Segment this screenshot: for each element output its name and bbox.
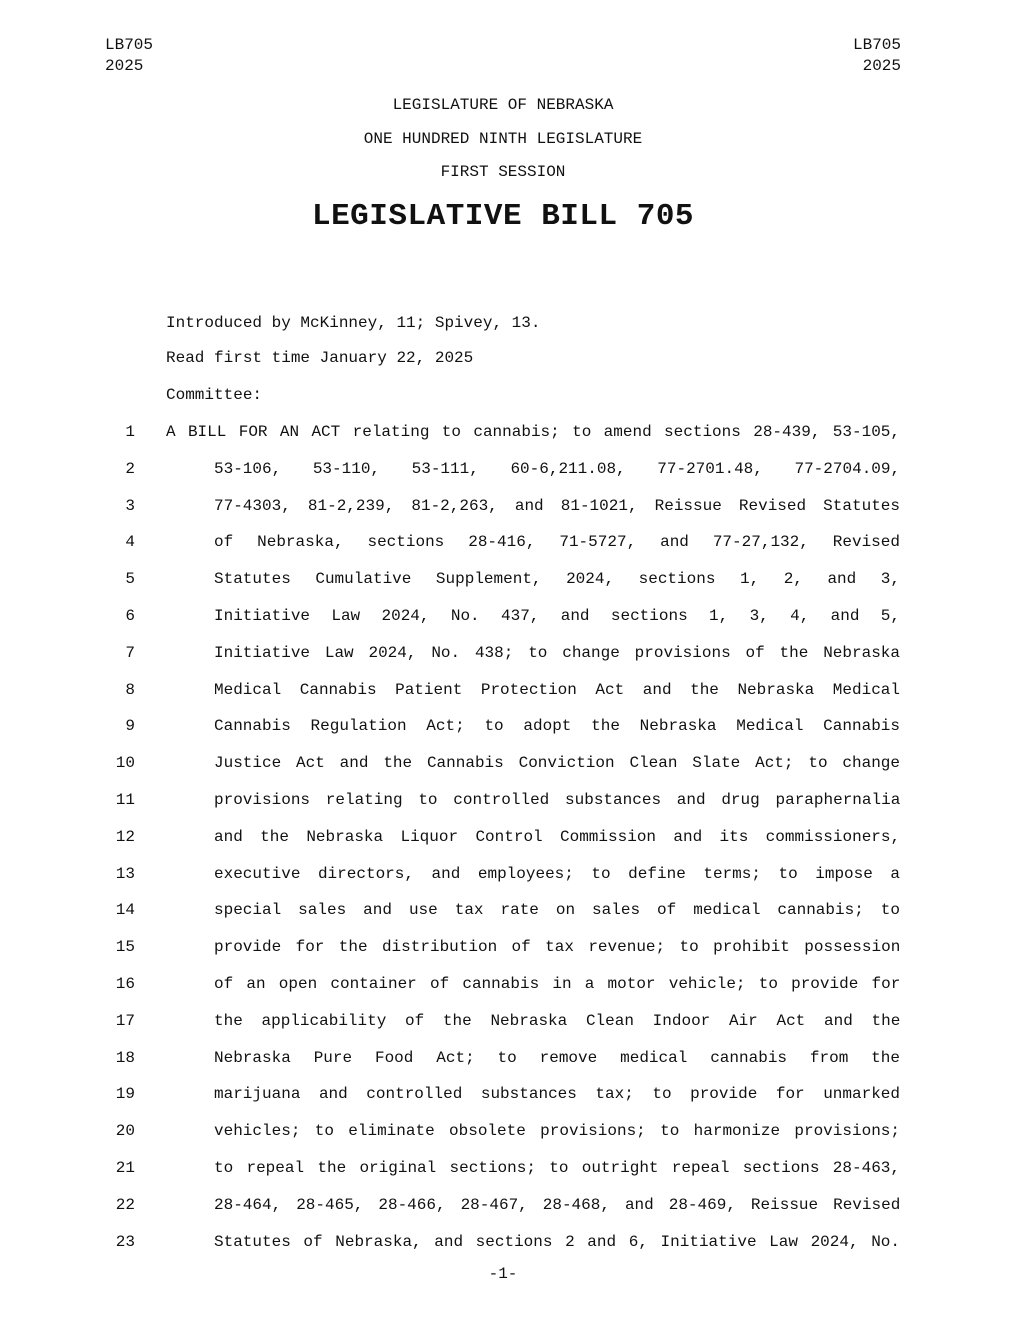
bill-line: [0, 644, 1024, 681]
bill-code-right: LB705: [852, 36, 901, 54]
bill-line: [0, 1196, 1024, 1233]
bill-line: [0, 975, 1024, 1012]
page-number: -1-: [488, 1265, 518, 1283]
bill-line: [0, 865, 1024, 902]
line-number: 11: [115, 790, 135, 809]
line-text: A BILL FOR AN ACT relating to cannabis; to amend sections 28-439, 53-105,: [166, 423, 900, 441]
line-number: 14: [115, 901, 135, 920]
bill-text-lines: [0, 423, 1024, 1269]
legislature-heading: LEGISLATURE OF NEBRASKA: [392, 96, 614, 114]
line-number: 18: [115, 1048, 135, 1067]
line-text: to repeal the original sections; to outright repeal sections 28-463,: [214, 1158, 900, 1177]
bill-year-left: 2025: [105, 57, 144, 75]
introduced-by: Introduced by McKinney, 11; Spivey, 13.: [166, 314, 541, 332]
line-text: of an open container of cannabis in a motor vehicle; to provide for: [214, 974, 901, 993]
line-text: provide for the distribution of tax revenue; to prohibit possession: [214, 938, 901, 957]
line-number: 22: [115, 1195, 135, 1214]
bill-line: [0, 938, 1024, 975]
bill-line: [0, 901, 1024, 938]
bill-line: [0, 791, 1024, 828]
line-number: 20: [115, 1122, 135, 1141]
line-text: and the Nebraska Liquor Control Commission and its commissioners,: [214, 827, 901, 846]
line-number: 17: [115, 1011, 135, 1030]
line-number: 10: [115, 754, 135, 773]
bill-line: [0, 460, 1024, 497]
bill-line: [0, 533, 1024, 570]
line-number: 23: [115, 1232, 135, 1251]
line-number: 6: [125, 606, 135, 625]
bill-year-right: 2025: [862, 57, 901, 75]
session-name-heading: ONE HUNDRED NINTH LEGISLATURE: [363, 130, 643, 148]
line-text: 77-4303, 81-2,239, 81-2,263, and 81-1021, Reissue Revised Statutes: [214, 496, 900, 515]
line-text: 28-464, 28-465, 28-466, 28-467, 28-468, and 28-469, Reissue Revised: [214, 1195, 901, 1214]
line-number: 19: [115, 1085, 135, 1104]
header-right-code: [853, 35, 901, 77]
bill-line: [0, 497, 1024, 534]
line-number: 3: [125, 496, 135, 515]
bill-line: [0, 717, 1024, 754]
line-text: the applicability of the Nebraska Clean Indoor Air Act and the: [214, 1011, 901, 1030]
bill-line: [0, 1049, 1024, 1086]
bill-line: [0, 1122, 1024, 1159]
line-text: Initiative Law 2024, No. 438; to change provisions of the Nebraska: [214, 643, 900, 662]
bill-line: [0, 1085, 1024, 1122]
bill-line: [0, 681, 1024, 718]
line-number: 5: [125, 570, 135, 589]
read-first-time: Read first time January 22, 2025: [166, 349, 474, 367]
line-text: executive directors, and employees; to define terms; to impose a: [214, 864, 900, 883]
line-number: 7: [125, 643, 135, 662]
bill-line: [0, 607, 1024, 644]
line-number: 2: [125, 459, 135, 478]
line-number: 16: [115, 974, 135, 993]
line-number: 4: [125, 533, 135, 552]
line-text: Initiative Law 2024, No. 437, and sections 1, 3, 4, and 5,: [214, 606, 900, 625]
line-number: 1: [125, 423, 135, 441]
bill-line: [0, 1159, 1024, 1196]
line-text: provisions relating to controlled substances and drug paraphernalia: [214, 790, 901, 809]
line-number: 21: [115, 1158, 135, 1177]
committee-label: Committee:: [166, 386, 263, 404]
line-number: 13: [115, 864, 135, 883]
line-number: 9: [125, 717, 135, 736]
bill-line: [0, 570, 1024, 607]
bill-title: LEGISLATIVE BILL 705: [311, 199, 695, 234]
line-number: 12: [115, 827, 135, 846]
bill-line: [0, 754, 1024, 791]
bill-line: [0, 1233, 1024, 1270]
line-number: 15: [115, 938, 135, 957]
bill-line: [0, 828, 1024, 865]
line-text: Justice Act and the Cannabis Conviction Clean Slate Act; to change: [214, 754, 900, 773]
line-text: Medical Cannabis Patient Protection Act and the Nebraska Medical: [214, 680, 900, 699]
bill-line: [0, 423, 1024, 460]
header-left-code: [105, 35, 153, 77]
line-text: Statutes Cumulative Supplement, 2024, sections 1, 2, and 3,: [214, 570, 900, 589]
bill-code-left: LB705: [105, 36, 154, 54]
bill-line: [0, 1012, 1024, 1049]
line-text: of Nebraska, sections 28-416, 71-5727, and 77-27,132, Revised: [214, 533, 900, 552]
line-text: Cannabis Regulation Act; to adopt the Nebraska Medical Cannabis: [214, 717, 900, 736]
line-text: Nebraska Pure Food Act; to remove medical cannabis from the: [214, 1048, 900, 1067]
session-heading: FIRST SESSION: [440, 163, 566, 181]
line-text: Statutes of Nebraska, and sections 2 and 6, Initiative Law 2024, No.: [214, 1232, 900, 1251]
line-number: 8: [125, 680, 135, 699]
line-text: special sales and use tax rate on sales of medical cannabis; to: [214, 901, 900, 920]
line-text: vehicles; to eliminate obsolete provisions; to harmonize provisions;: [214, 1122, 900, 1141]
line-text: marijuana and controlled substances tax; to provide for unmarked: [214, 1085, 900, 1104]
line-text: 53-106, 53-110, 53-111, 60-6,211.08, 77-2701.48, 77-2704.09,: [214, 459, 901, 478]
